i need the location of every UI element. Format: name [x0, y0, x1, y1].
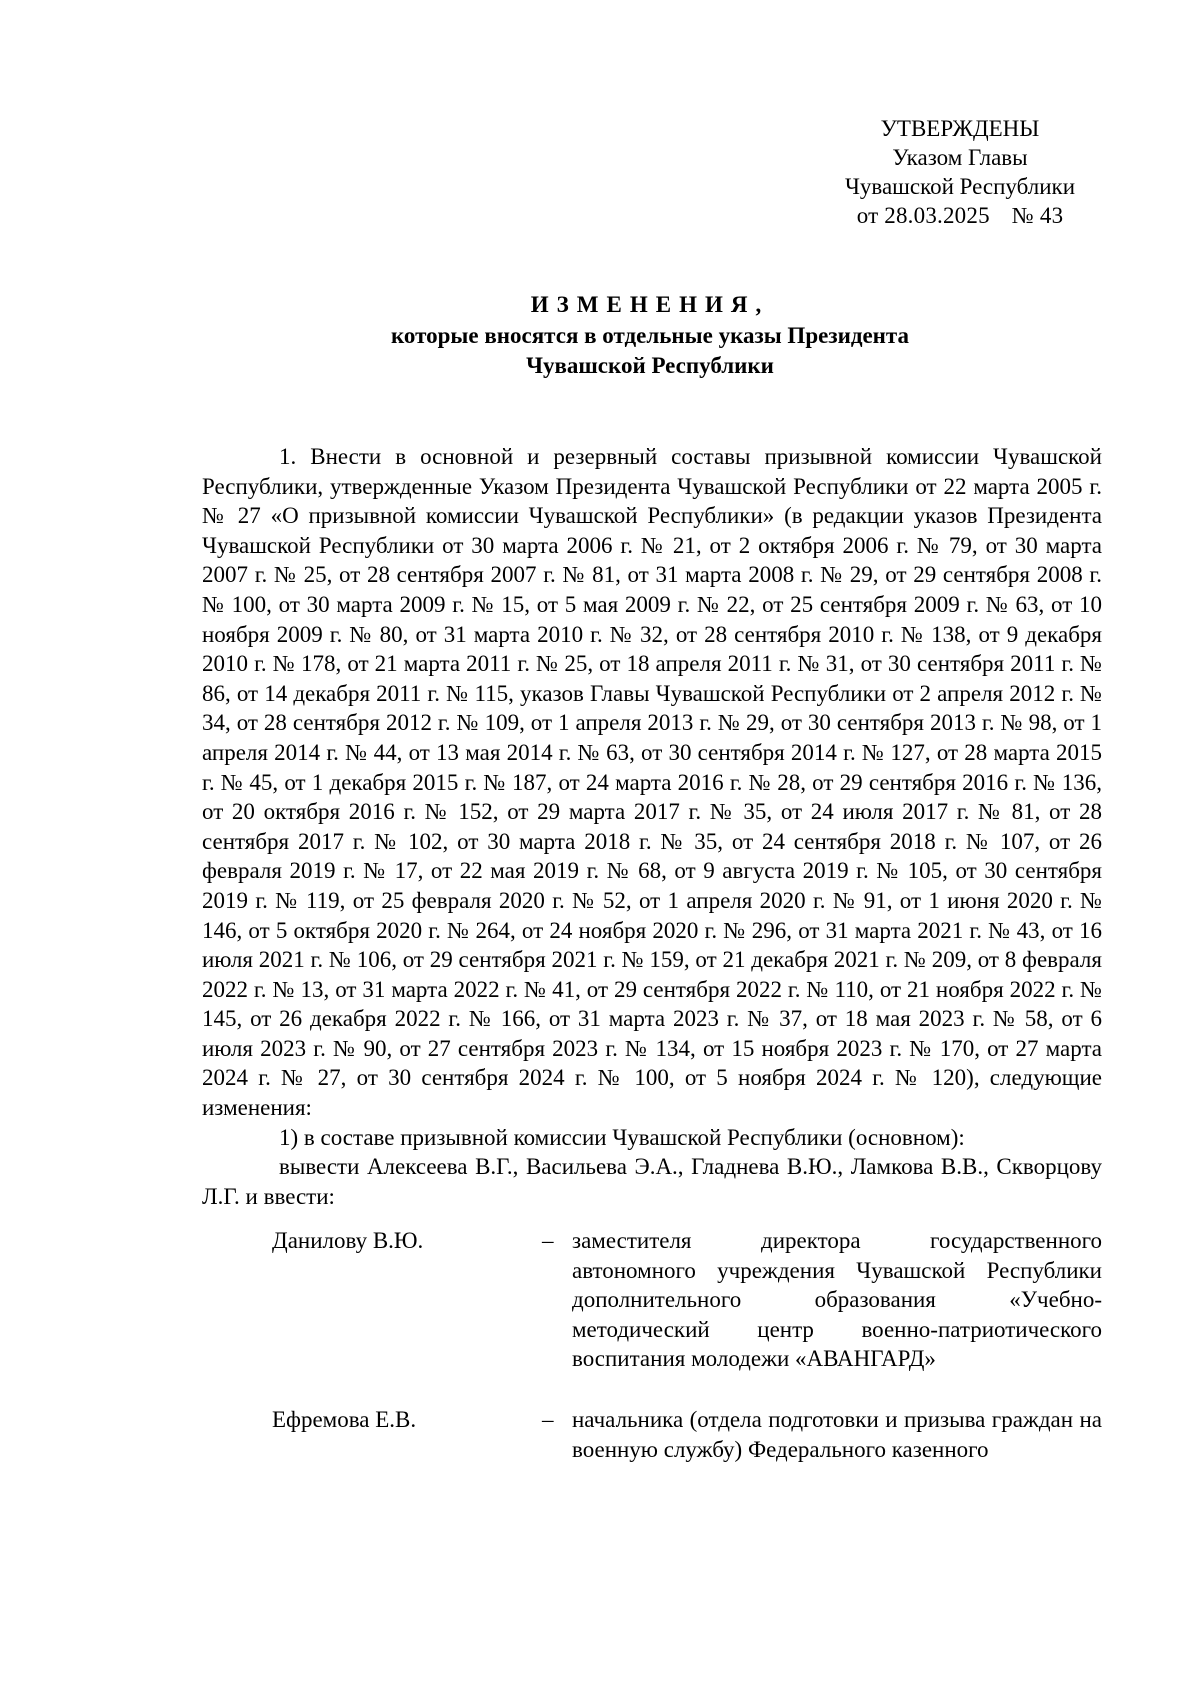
title-main: ИЗМЕНЕНИЯ, [530, 292, 770, 317]
member-dash: – [542, 1407, 554, 1432]
member-list [202, 1405, 1102, 1464]
member-list [202, 1226, 1102, 1374]
member-row [202, 1226, 1102, 1374]
approval-decree-label: Указом Главы [892, 145, 1028, 170]
member-description: начальника (отдела подготовки и призыва граждан на военную службу) Федерального казенного [572, 1407, 1102, 1462]
approval-authority: Чувашской Республики [844, 174, 1076, 199]
item-1: 1) в составе призывной комиссии Чувашской Республики (основном): [279, 1124, 965, 1150]
approval-number: № 43 [1011, 203, 1064, 228]
document-title [200, 290, 1100, 381]
approval-date: от 28.03.2025 [856, 203, 990, 228]
member-dash: – [542, 1228, 554, 1253]
member-row [202, 1405, 1102, 1464]
title-subtitle-line2: Чувашской Республики [526, 353, 774, 378]
paragraph-1: 1. Внести в основной и резервный составы призывной комиссии Чувашской Республики, утвержденные Указом Президента Чувашской Республики от 22 марта 2005 г. № 27 «О призывной комиссии Чувашской Республики» (в редакции указов Президента Чувашской Республики от 30 марта 2006 г. № 21, от 2 октября 2006 г. № 79, от 30 марта 2007 г. № 25, от 28 сентября 2007 г. № 81, от 31 марта 2008 г. № 29, от 29 сентября 2008 г. № 100, от 30 марта 2009 г. № 15, от 5 мая 2009 г. № 22, от 25 сентября 2009 г. № 63, от 10 ноября 2009 г. № 80, от 31 марта 2010 г. № 32, от 28 сентября 2010 г. № 138, от 9 декабря 2010 г. № 178, от 21 марта 2011 г. № 25, от 18 апреля 2011 г. № 31, от 30 сентября 2011 г. № 86, от 14 декабря 2011 г. № 115, указов Главы Чувашской Республики от 2 апреля 2012 г. № 34, от 28 сентября 2012 г. № 109, от 1 апреля 2013 г. № 29, от 30 сентября 2013 г. № 98, от 1 апреля 2014 г. № 44, от 13 мая 2014 г. № 63, от 30 сентября 2014 г. № 127, от 28 марта 2015 г. № 45, от 1 декабря 2015 г. № 187, от 24 марта 2016 г. № 28, от 29 сентября 2016 г. № 136, от 20 октября 2016 г. № 152, от 29 марта 2017 г. № 35, от 24 июля 2017 г. № 81, от 28 сентября 2017 г. № 102, от 30 марта 2018 г. № 35, от 24 сентября 2018 г. № 107, от 26 февраля 2019 г. № 17, от 22 мая 2019 г. № 68, от 9 августа 2019 г. № 105, от 30 сентября 2019 г. № 119, от 25 февраля 2020 г. № 52, от 1 апреля 2020 г. № 91, от 1 июня 2020 г. № 146, от 5 октября 2020 г. № 264, от 24 ноября 2020 г. № 296, от 31 марта 2021 г. № 43, от 16 июля 2021 г. № 106, от 29 сентября 2021 г. № 159, от 21 декабря 2021 г. № 209, от 8 февраля 2022 г. № 13, от 31 марта 2022 г. № 41, от 29 сентября 2022 г. № 110, от 21 ноября 2022 г. № 145, от 26 декабря 2022 г. № 166, от 31 марта 2023 г. № 37, от 18 мая 2023 г. № 58, от 6 июля 2023 г. № 90, от 27 сентября 2023 г. № 134, от 15 ноября 2023 г. № 170, от 27 марта 2024 г. № 27, от 30 сентября 2024 г. № 100, от 5 ноября 2024 г. № 120), следующие изменения: [202, 444, 1102, 1121]
document-body [202, 442, 1102, 1211]
member-description: заместителя директора государственного автономного учреждения Чувашской Республики дополнительного образования «Учебно-методический центр военно-патриотического воспитания молодежи «АВАНГАРД» [572, 1228, 1102, 1372]
approval-stamp [800, 114, 1120, 230]
item-1-remove: вывести Алексеева В.Г., Васильева Э.А., Гладнева В.Ю., Ламкова В.В., Скворцову Л.Г. и ввести: [202, 1154, 1102, 1209]
member-name: Ефремова Е.В. [272, 1407, 417, 1432]
approval-date-line [800, 201, 1120, 230]
title-subtitle-line1: которые вносятся в отдельные указы Президента [390, 323, 909, 348]
approval-heading: УТВЕРЖДЕНЫ [880, 116, 1040, 141]
member-name: Данилову В.Ю. [272, 1228, 424, 1253]
